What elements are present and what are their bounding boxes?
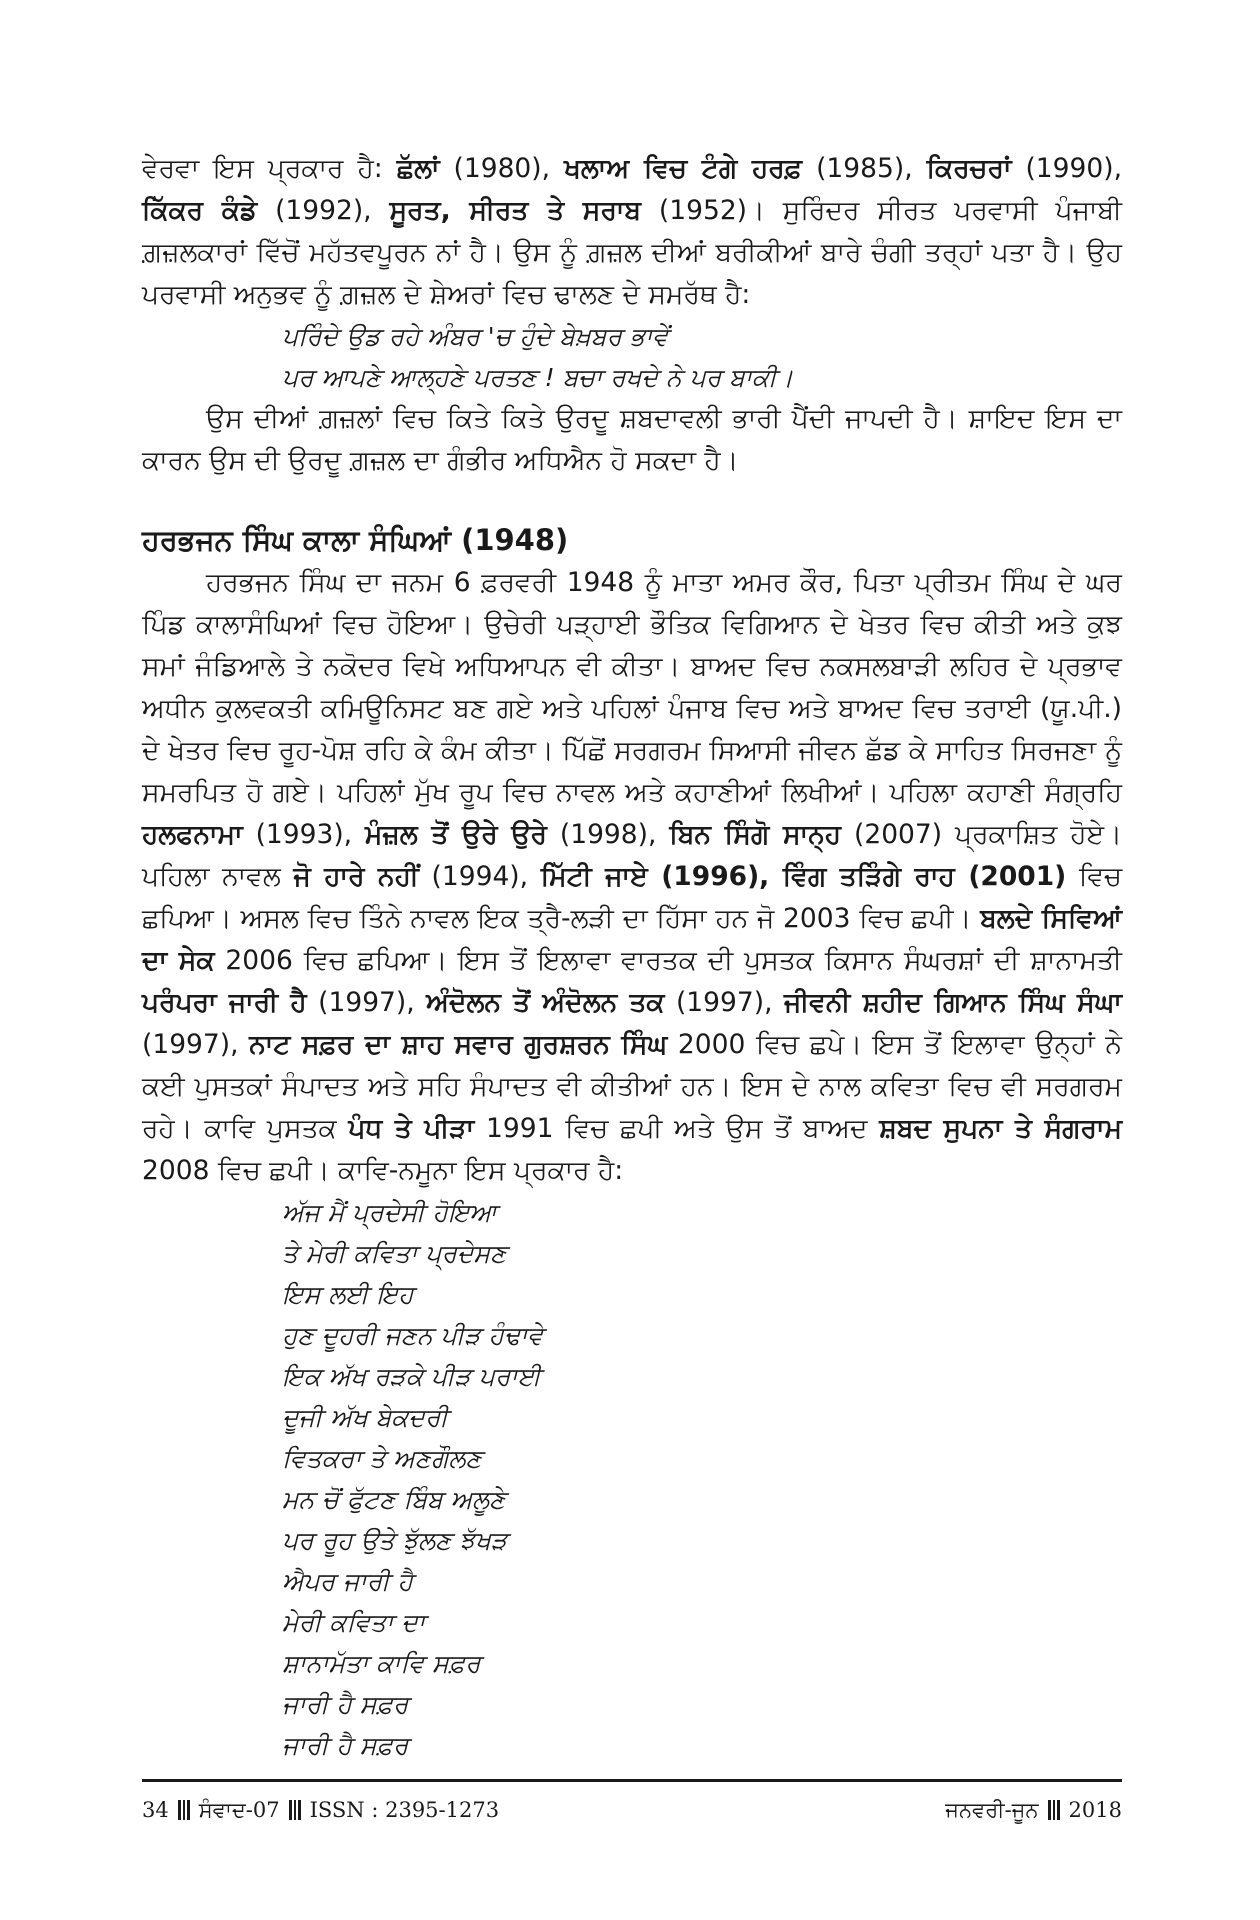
poem-line: ਸ਼ਾਨਾਮੱਤਾ ਕਾਵਿ ਸਫ਼ਰ	[282, 1649, 481, 1678]
issue-year: 2018	[1068, 1798, 1122, 1822]
text-run: (1994),	[418, 861, 541, 892]
text-run: (2007) ਪ੍ਰਕਾਸ਼ਿਤ ਹੋਏ। ਪਹਿਲਾ ਨਾਵਲ	[142, 819, 1123, 892]
poem-line: ਇਕ ਅੱਖ ਰੜਕੇ ਪੀੜ ਪਰਾਈ	[282, 1362, 541, 1391]
book-title: ਕਿਰਚਰਾਂ	[926, 153, 1012, 184]
text-run: (1998),	[546, 819, 670, 850]
text-run: (1952)। ਸੁਰਿੰਦਰ ਸੀਰਤ ਪਰਵਾਸੀ ਪੰਜਾਬੀ ਗ਼ਜ਼ਲਕਾਰਾਂ ਵਿੱਚੋਂ ਮਹੱਤਵਪੂਰਨ ਨਾਂ ਹੈ। ਉਸ ਨੂੰ ਗ਼ਜ਼ਲ ਦੀਆਂ ਬਰੀਕੀਆਂ ਬਾਰੇ ਚੰਗੀ ਤਰ੍ਹਾਂ ਪਤਾ ਹੈ। ਉਹ ਪਰਵਾਸੀ ਅਨੁਭਵ ਨੂੰ ਗ਼ਜ਼ਲ ਦੇ ਸ਼ੇਅਰਾਂ ਵਿਚ ਢਾਲਣ ਦੇ ਸਮਰੱਥ ਹੈ:	[142, 195, 1122, 310]
text-run: (1992),	[257, 195, 390, 226]
poem-line: ਮੇਰੀ ਕਵਿਤਾ ਦਾ	[282, 1608, 425, 1637]
book-title: ਬਿਨ ਸਿੰਗੋ ਸਾਨ੍ਹ	[669, 819, 842, 850]
text-run: (1985),	[802, 153, 927, 184]
book-title: ਸ਼ਬਦ ਸੁਪਨਾ ਤੇ ਸੰਗਰਾਮ	[879, 1113, 1123, 1144]
text-run: (1997),	[306, 987, 427, 1018]
intro-paragraph-2: ਉਸ ਦੀਆਂ ਗ਼ਜ਼ਲਾਂ ਵਿਚ ਕਿਤੇ ਕਿਤੇ ਉਰਦੂ ਸ਼ਬਦਾਵਲੀ ਭਾਰੀ ਪੈਂਦੀ ਜਾਪਦੀ ਹੈ। ਸ਼ਾਇਦ ਇਸ ਦਾ ਕਾਰਨ ਉਸ ਦੀ ਉਰਦੂ ਗ਼ਜ਼ਲ ਦਾ ਗੰਭੀਰ ਅਧਿਐਨ ਹੋ ਸਕਦਾ ਹੈ।	[142, 403, 1122, 476]
separator-icon	[289, 1800, 301, 1820]
poem-line: ਜਾਰੀ ਹੈ ਸਫ਼ਰ	[282, 1731, 409, 1760]
book-title: ਬਲਦੇ ਸਿਵਿਆਂ ਦਾ ਸੇਕ	[142, 903, 1122, 976]
poem	[282, 1192, 1122, 1766]
page-footer	[142, 1793, 1122, 1827]
book-title: ਮਿੱਟੀ ਜਾਏ (1996), ਵਿੰਗ ਤੜਿੰਗੇ ਰਾਹ (2001)	[540, 861, 1067, 892]
book-title: ਪੰਧ ਤੇ ਪੀੜਾ	[348, 1113, 475, 1144]
text-run: (1993),	[242, 819, 366, 850]
text-run: 1991 ਵਿਚ ਛਪੀ ਅਤੇ ਉਸ ਤੋਂ ਬਾਅਦ	[474, 1113, 880, 1144]
text-run: ਵੇਰਵਾ ਇਸ ਪ੍ਰਕਾਰ ਹੈ:	[142, 153, 397, 184]
book-title: ਮੰਜ਼ਲ ਤੋਂ ਉਰੇ ਉਰੇ	[365, 819, 547, 850]
text-run: (1997),	[664, 987, 784, 1018]
book-title: ਜੀਵਨੀ ਸ਼ਹੀਦ ਗਿਆਨ ਸਿੰਘ ਸੰਘਾ	[783, 987, 1122, 1018]
book-title: ਅੰਦੋਲਨ ਤੋਂ ਅੰਦੋਲਨ ਤਕ	[426, 987, 665, 1018]
book-title: ਜੋ ਹਾਰੇ ਨਹੀਂ	[293, 861, 419, 892]
text-run: (1997),	[142, 1029, 250, 1060]
issue-period: ਜਨਵਰੀ-ਜੂਨ	[945, 1798, 1039, 1822]
text-run: 2000 ਵਿਚ ਛਪੇ। ਇਸ ਤੋਂ ਇਲਾਵਾ ਉਨ੍ਹਾਂ ਨੇ ਕਈ ਪੁਸਤਕਾਂ ਸੰਪਾਦਤ ਅਤੇ ਸਹਿ ਸੰਪਾਦਤ ਵੀ ਕੀਤੀਆਂ ਹਨ। ਇਸ ਦੇ ਨਾਲ ਕਵਿਤਾ ਵਿਚ ਵੀ ਸਰਗਰਮ ਰਹੇ। ਕਾਵਿ ਪੁਸਤਕ	[142, 1029, 1122, 1144]
text-run: ਵਿਚ ਛਪਿਆ। ਅਸਲ ਵਿਚ ਤਿੰਨੇ ਨਾਵਲ ਇਕ ਤ੍ਰੈ-ਲੜੀ ਦਾ ਹਿੱਸਾ ਹਨ ਜੋ 2003 ਵਿਚ ਛਪੀ।	[142, 861, 1122, 934]
couplet-line: ਪਰਿੰਦੇ ਉਡ ਰਹੇ ਅੰਬਰ 'ਚ ਹੁੰਦੇ ਬੇਖ਼ਬਰ ਭਾਵੇਂ	[282, 322, 668, 351]
book-title: ਕਿੱਕਰ ਕੰਡੇ	[142, 195, 258, 226]
footer-left	[142, 1793, 499, 1827]
book-title: ਪਰੰਪਰਾ ਜਾਰੀ ਹੈ	[142, 987, 307, 1018]
text-run: ਹਰਭਜਨ ਸਿੰਘ ਦਾ ਜਨਮ 6 ਫ਼ਰਵਰੀ 1948 ਨੂੰ ਮਾਤਾ ਅਮਰ ਕੌਰ, ਪਿਤਾ ਪ੍ਰੀਤਮ ਸਿੰਘ ਦੇ ਘਰ ਪਿੰਡ ਕਾਲਾਸੰਘਿਆਂ ਵਿਚ ਹੋਇਆ। ਉਚੇਰੀ ਪੜ੍ਹਾਈ ਭੌਤਿਕ ਵਿਗਿਆਨ ਦੇ ਖੇਤਰ ਵਿਚ ਕੀਤੀ ਅਤੇ ਕੁਝ ਸਮਾਂ ਜੰਡਿਆਲੇ ਤੇ ਨਕੋਦਰ ਵਿਖੇ ਅਧਿਆਪਨ ਵੀ ਕੀਤਾ। ਬਾਅਦ ਵਿਚ ਨਕਸਲਬਾੜੀ ਲਹਿਰ ਦੇ ਪ੍ਰਭਾਵ ਅਧੀਨ ਕੁਲਵਕਤੀ ਕਮਿਊਨਿਸਟ ਬਣ ਗਏ ਅਤੇ ਪਹਿਲਾਂ ਪੰਜਾਬ ਵਿਚ ਅਤੇ ਬਾਅਦ ਵਿਚ ਤਰਾਈ (ਯੂ.ਪੀ.) ਦੇ ਖੇਤਰ ਵਿਚ ਰੂਹ-ਪੋਸ਼ ਰਹਿ ਕੇ ਕੰਮ ਕੀਤਾ। ਪਿੱਛੋਂ ਸਰਗਰਮ ਸਿਆਸੀ ਜੀਵਨ ਛੱਡ ਕੇ ਸਾਹਿਤ ਸਿਰਜਣਾ ਨੂੰ ਸਮਰਪਿਤ ਹੋ ਗਏ। ਪਹਿਲਾਂ ਮੁੱਖ ਰੂਪ ਵਿਚ ਨਾਵਲ ਅਤੇ ਕਹਾਣੀਆਂ ਲਿਖੀਆਂ। ਪਹਿਲਾ ਕਹਾਣੀ ਸੰਗ੍ਰਹਿ	[142, 567, 1122, 808]
poem-line: ਅੱਜ ਮੈਂ ਪ੍ਰਦੇਸੀ ਹੋਇਆ	[282, 1198, 497, 1227]
couplet	[282, 316, 1122, 398]
poem-line: ਹੁਣ ਦੂਹਰੀ ਜਣਨ ਪੀੜ ਹੰਢਾਵੇ	[282, 1321, 544, 1350]
poem-line: ਪਰ ਰੂਹ ਉਤੇ ਝੁੱਲਣ ਝੱਖੜ	[282, 1526, 508, 1555]
biography-paragraph	[142, 562, 1122, 1192]
separator-icon	[178, 1800, 190, 1820]
footer-right	[945, 1793, 1122, 1827]
book-title: ਖਲਾਅ ਵਿਚ ਟੰਗੇ ਹਰਫ਼	[564, 153, 803, 184]
book-title: ਸੂਰਤ, ਸੀਰਤ ਤੇ ਸਰਾਬ	[389, 195, 641, 226]
text-run: (1980),	[439, 153, 565, 184]
poem-line: ਵਿਤਕਰਾ ਤੇ ਅਣਗੌਲਣ	[282, 1444, 482, 1473]
book-title: ਨਾਟ ਸਫ਼ਰ ਦਾ ਸ਼ਾਹ ਸਵਾਰ ਗੁਰਸ਼ਰਨ ਸਿੰਘ	[249, 1029, 668, 1060]
page-number: 34	[142, 1798, 169, 1822]
section-heading: ਹਰਭਜਨ ਸਿੰਘ ਕਾਲਾ ਸੰਘਿਆਂ (1948)	[142, 523, 569, 557]
journal-name: ਸੰਵਾਦ-07	[198, 1798, 280, 1822]
footer-divider	[142, 1779, 1122, 1782]
poem-line: ਮਨ ਚੋਂ ਫੁੱਟਣ ਬਿੰਬ ਅਲੂਣੇ	[282, 1485, 506, 1514]
poem-line: ਜਾਰੀ ਹੈ ਸਫ਼ਰ	[282, 1690, 409, 1719]
poem-line: ਐਪਰ ਜਾਰੀ ਹੈ	[282, 1567, 413, 1596]
issn: ISSN : 2395-1273	[309, 1798, 500, 1822]
separator-icon	[1048, 1800, 1060, 1820]
book-title: ਹਲਫਨਾਮਾ	[142, 819, 243, 850]
text-run: 2008 ਵਿਚ ਛਪੀ। ਕਾਵਿ-ਨਮੂਨਾ ਇਸ ਪ੍ਰਕਾਰ ਹੈ:	[142, 1155, 624, 1186]
text-run: (1990),	[1011, 153, 1123, 184]
couplet-line: ਪਰ ਆਪਣੇ ਆਲ੍ਹਣੇ ਪਰਤਣ ! ਬਚਾ ਰਖਦੇ ਨੇ ਪਰ ਬਾਕੀ।	[282, 363, 794, 392]
page-content	[142, 148, 1122, 1766]
poem-line: ਦੂਜੀ ਅੱਖ ਬੇਕਦਰੀ	[282, 1403, 448, 1432]
poem-line: ਇਸ ਲਈ ਇਹ	[282, 1280, 414, 1309]
book-title: ਛੱਲਾਂ	[396, 153, 440, 184]
poem-line: ਤੇ ਮੇਰੀ ਕਵਿਤਾ ਪ੍ਰਦੇਸਣ	[282, 1239, 507, 1268]
text-run: 2006 ਵਿਚ ਛਪਿਆ। ਇਸ ਤੋਂ ਇਲਾਵਾ ਵਾਰਤਕ ਦੀ ਪੁਸਤਕ ਕਿਸਾਨ ਸੰਘਰਸ਼ਾਂ ਦੀ ਸ਼ਾਨਾਮਤੀ	[214, 945, 1122, 976]
intro-paragraph	[142, 148, 1122, 316]
